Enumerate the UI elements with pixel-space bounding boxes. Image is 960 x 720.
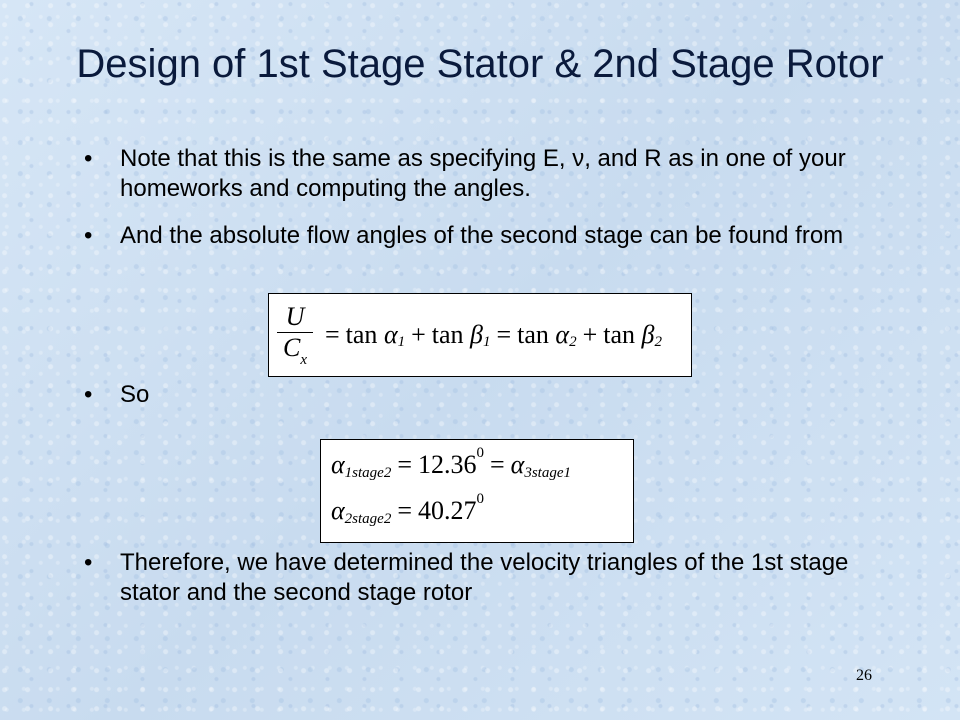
slide-title: Design of 1st Stage Stator & 2nd Stage Rotor <box>76 42 884 86</box>
plus-sign: + <box>582 319 598 349</box>
bullet-dot: • <box>84 381 93 408</box>
subscript: 2 <box>569 334 577 350</box>
beta-symbol: β <box>641 319 655 349</box>
equation-row-alpha1 <box>331 444 571 481</box>
beta-symbol: β <box>470 319 483 349</box>
bullet-dot: • <box>84 222 93 249</box>
subscript: 3stage1 <box>524 464 571 481</box>
denominator-symbol: C <box>282 333 301 362</box>
alpha-symbol: α <box>555 319 570 349</box>
subscript: 2stage2 <box>344 510 392 527</box>
subscript: 1stage2 <box>344 464 392 481</box>
bullet-text: Note that this is the same as specifying E, ν, and R as in one of your homeworks and computing the angles. <box>120 145 846 202</box>
subscript: 2 <box>654 334 662 350</box>
page-number: 26 <box>856 667 872 684</box>
equals-sign: = <box>490 450 505 479</box>
denominator-subscript: x <box>300 352 307 368</box>
plus-sign: + <box>411 319 426 349</box>
equation-flow-angles <box>268 293 692 377</box>
alpha-symbol: α <box>331 496 345 525</box>
equals-sign: = <box>397 450 412 479</box>
tan-label: tan <box>603 319 636 349</box>
equation-row-alpha2 <box>331 490 484 527</box>
bullet-text: So <box>120 381 150 408</box>
subscript: 1 <box>397 334 406 350</box>
fraction-u-over-cx <box>277 302 313 367</box>
bullet-item <box>84 548 904 608</box>
alpha-symbol: α <box>331 450 345 479</box>
tan-label: tan <box>345 319 378 349</box>
alpha-symbol: α <box>510 450 525 479</box>
bullet-dot: • <box>84 549 93 576</box>
bullet-item <box>84 221 904 251</box>
tan-label: tan <box>431 319 464 349</box>
bullet-dot: • <box>84 145 93 172</box>
value-alpha2: 40.27 <box>418 496 477 525</box>
bullet-item <box>84 144 904 204</box>
equation-stage-angles <box>320 439 634 543</box>
equals-sign: = <box>397 496 412 525</box>
degree-superscript: 0 <box>476 490 484 507</box>
bullet-text: And the absolute flow angles of the second stage can be found from <box>120 222 844 249</box>
equals-sign: = <box>325 319 340 349</box>
value-alpha1: 12.36 <box>418 450 477 479</box>
degree-superscript: 0 <box>476 444 484 461</box>
subscript: 1 <box>482 334 491 350</box>
equals-sign: = <box>496 319 512 349</box>
bullet-item <box>84 380 904 410</box>
alpha-symbol: α <box>383 319 398 349</box>
bullet-text: Therefore, we have determined the velocity triangles of the 1st stage stator and the second stage rotor <box>120 549 849 606</box>
fraction-denominator <box>283 333 307 367</box>
tan-label: tan <box>517 319 549 349</box>
fraction-numerator: U <box>285 302 305 331</box>
equation-row <box>277 302 662 367</box>
